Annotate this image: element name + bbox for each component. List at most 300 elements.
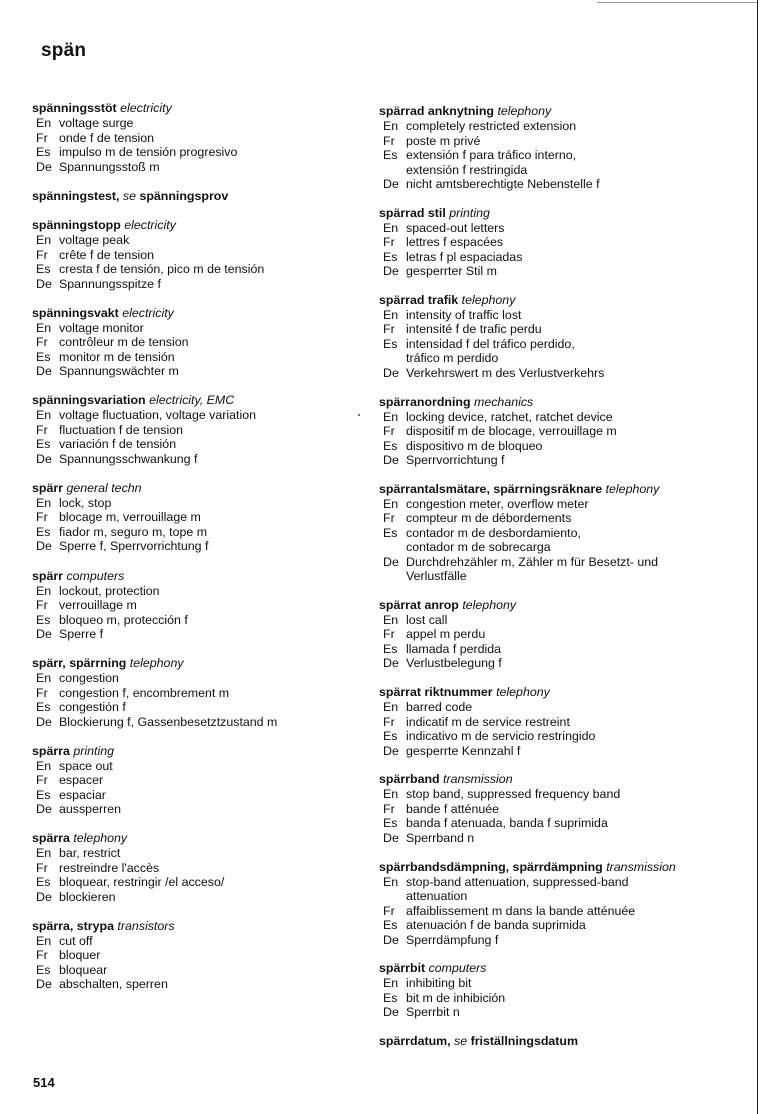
dictionary-entry xyxy=(379,961,749,1020)
translation-line xyxy=(379,424,749,439)
translation-text: intensité f de trafic perdu xyxy=(406,322,542,337)
subject-field: electricity xyxy=(124,218,176,233)
page-edge-top xyxy=(597,2,757,3)
translation-line xyxy=(379,250,749,265)
entry-header xyxy=(379,685,749,700)
right-column xyxy=(379,104,749,1049)
translation-text: intensidad f del tráfico perdido, xyxy=(406,336,575,351)
language-code: Es xyxy=(383,641,398,656)
language-code: Es xyxy=(383,148,398,162)
translation-line xyxy=(379,904,749,919)
translation-text: atenuación f de banda suprimida xyxy=(406,918,586,932)
translation-text: lost call xyxy=(406,612,448,627)
translation-line xyxy=(32,335,377,350)
language-code: Es xyxy=(36,437,51,452)
translation-line xyxy=(379,366,749,381)
translation-line xyxy=(32,584,377,599)
translation-text: Sperre f xyxy=(59,627,104,642)
translation-text: voltage surge xyxy=(59,116,134,130)
dictionary-entry xyxy=(379,685,749,758)
translation-line xyxy=(32,934,377,949)
translation-line xyxy=(32,116,377,131)
language-code: De xyxy=(383,177,399,191)
language-code: De xyxy=(383,743,399,758)
translation-text: abschalten, sperren xyxy=(59,977,168,992)
language-code: Es xyxy=(383,990,398,1005)
language-code: Fr xyxy=(36,335,48,350)
dictionary-entry xyxy=(379,1034,749,1049)
translation-text: monitor m de tensión xyxy=(59,349,175,364)
language-code: Fr xyxy=(383,133,395,148)
subject-field: printing xyxy=(73,743,114,758)
translation-line xyxy=(379,744,749,759)
language-code: De xyxy=(383,554,399,569)
translation-line xyxy=(32,262,377,277)
language-code: En xyxy=(36,846,52,861)
language-code: De xyxy=(383,932,399,947)
translation-text: affaiblissement m dans la bande atténuée xyxy=(406,903,636,918)
headword: spärr, spärrning xyxy=(32,656,127,671)
language-code: De xyxy=(383,453,399,468)
language-code: En xyxy=(36,320,52,335)
entry-header xyxy=(32,656,377,671)
page-number: 514 xyxy=(33,1075,55,1090)
translation-line xyxy=(32,248,377,263)
translation-text: extensión f para tráfico interno, xyxy=(406,148,577,162)
translation-text: Blockierung f, Gassenbesetztzustand m xyxy=(59,714,278,729)
translation-line xyxy=(379,802,749,817)
translation-line xyxy=(379,453,749,468)
translation-line xyxy=(379,322,749,337)
entry-header xyxy=(32,919,377,934)
language-code: En xyxy=(36,933,52,948)
translation-text: inhibiting bit xyxy=(406,976,472,991)
dictionary-entry xyxy=(32,656,377,729)
headword: spärrband xyxy=(379,772,440,787)
subject-field: general techn xyxy=(66,480,142,495)
translation-text: bar, restrict xyxy=(59,846,121,861)
translation-text: contador m de sobrecarga xyxy=(406,540,551,555)
entry-header xyxy=(379,961,749,976)
dictionary-entry xyxy=(32,189,377,204)
language-code: Es xyxy=(36,787,51,802)
entry-header xyxy=(32,306,377,321)
language-code: Fr xyxy=(383,235,395,250)
language-code: Es xyxy=(383,816,398,831)
subject-field: telephony xyxy=(605,481,660,496)
translation-text: Sperrband n xyxy=(406,830,475,845)
entry-header xyxy=(379,395,749,410)
translation-text: Sperrvorrichtung f xyxy=(406,453,505,468)
translation-line xyxy=(32,145,377,160)
headword: spärra xyxy=(32,743,70,758)
language-code: Fr xyxy=(36,948,48,963)
language-code: Fr xyxy=(36,510,48,525)
translation-text: indicativo m de servicio restringido xyxy=(406,729,596,744)
entry-header xyxy=(32,481,377,496)
language-code: Es xyxy=(36,700,51,715)
subject-field: telephony xyxy=(461,292,516,307)
translation-text: blockieren xyxy=(59,889,116,904)
translation-text: spaced-out letters xyxy=(406,220,505,235)
translation-line xyxy=(379,497,749,512)
translation-line xyxy=(379,235,749,250)
subject-field: electricity, EMC xyxy=(149,393,235,408)
subject-field: telephony xyxy=(73,831,128,846)
subject-field: telephony xyxy=(129,656,184,671)
headword: spärrantalsmätare, spärrningsräknare xyxy=(379,481,603,496)
translation-line xyxy=(32,890,377,905)
translation-line xyxy=(379,715,749,730)
translation-text: congestion xyxy=(59,671,119,686)
translation-text: restreindre l'accès xyxy=(59,860,160,875)
translation-text: locking device, ratchet, ratchet device xyxy=(406,409,613,424)
translation-text: espacer xyxy=(59,773,104,788)
dictionary-entry xyxy=(32,101,377,174)
entry-header xyxy=(379,482,749,497)
language-code: De xyxy=(36,627,52,642)
cross-reference-marker: se xyxy=(454,1033,468,1048)
translation-line xyxy=(379,613,749,628)
translation-text: verrouillage m xyxy=(59,598,137,613)
dictionary-entry xyxy=(379,772,749,845)
page-edge-right xyxy=(757,0,758,1114)
language-code: Fr xyxy=(383,627,395,642)
translation-line xyxy=(379,308,749,323)
language-code: De xyxy=(36,977,52,992)
language-code: Fr xyxy=(383,903,395,918)
translation-line xyxy=(32,408,377,423)
dictionary-entry xyxy=(32,744,377,817)
translation-line xyxy=(32,861,377,876)
entry-header xyxy=(32,569,377,584)
translation-line xyxy=(32,627,377,642)
translation-text: variación f de tensión xyxy=(59,437,177,452)
language-code: De xyxy=(36,889,52,904)
language-code: De xyxy=(36,802,52,817)
language-code: Fr xyxy=(383,322,395,337)
dictionary-entry xyxy=(379,104,749,192)
entry-header xyxy=(379,1034,749,1049)
language-code: Fr xyxy=(383,511,395,526)
headword: spärrbit xyxy=(379,961,426,976)
subject-field: computers xyxy=(66,568,125,583)
language-code: Fr xyxy=(383,424,395,439)
translation-line xyxy=(32,671,377,686)
translation-text: bloquear xyxy=(59,962,108,977)
language-code: En xyxy=(36,495,52,510)
language-code: En xyxy=(383,874,399,889)
translation-line xyxy=(32,846,377,861)
headword: spärrat anrop xyxy=(379,597,459,612)
translation-continuation xyxy=(379,351,749,366)
translation-text: crête f de tension xyxy=(59,247,155,262)
translation-text: bloquear, restringir /el acceso/ xyxy=(59,875,225,890)
headword: spärr xyxy=(32,480,63,495)
translation-text: banda f atenuada, banda f suprimida xyxy=(406,816,608,831)
dictionary-entry xyxy=(379,482,749,584)
translation-line xyxy=(379,337,749,352)
translation-text: lock, stop xyxy=(59,495,112,510)
translation-line xyxy=(32,539,377,554)
language-code: En xyxy=(383,119,399,133)
translation-text: congestion meter, overflow meter xyxy=(406,496,589,511)
language-code: En xyxy=(36,408,52,423)
translation-text: fluctuation f de tension xyxy=(59,422,183,437)
translation-line xyxy=(379,526,749,541)
headword: spänningstopp xyxy=(32,218,121,233)
dictionary-entry xyxy=(379,860,749,948)
entry-header xyxy=(379,104,749,119)
entry-header xyxy=(379,598,749,613)
translation-line xyxy=(379,787,749,802)
language-code: Fr xyxy=(383,714,395,729)
translation-text: Verlustbelegung f xyxy=(406,656,502,671)
translation-text: dispositif m de blocage, verrouillage m xyxy=(406,424,617,439)
entry-header xyxy=(379,293,749,308)
translation-line xyxy=(379,933,749,948)
translation-text: gesperrter Stil m xyxy=(406,264,497,279)
language-code: Fr xyxy=(383,801,395,816)
headword: spärrad stil xyxy=(379,205,446,220)
language-code: Es xyxy=(383,525,398,540)
translation-text: lockout, protection xyxy=(59,583,160,598)
translation-line xyxy=(379,875,749,890)
language-code: En xyxy=(36,116,52,130)
translation-text: espaciar xyxy=(59,787,106,802)
dictionary-entry xyxy=(32,306,377,379)
entry-header xyxy=(379,860,749,875)
translation-line xyxy=(32,613,377,628)
language-code: En xyxy=(383,409,399,424)
translation-text: gesperrte Kennzahl f xyxy=(406,743,521,758)
translation-text: bloqueo m, protección f xyxy=(59,612,188,627)
headword: spärra xyxy=(32,831,70,846)
translation-line xyxy=(379,119,749,134)
headword: spärrbandsdämpning, spärrdämpning xyxy=(379,859,603,874)
translation-text: stop-band attenuation, suppressed-band xyxy=(406,874,629,889)
subject-field: transmission xyxy=(443,772,513,787)
language-code: De xyxy=(383,656,399,671)
translation-text: compteur m de débordements xyxy=(406,511,572,526)
entry-header xyxy=(32,218,377,233)
translation-text: nicht amtsberechtigte Nebenstelle f xyxy=(406,177,600,191)
translation-line xyxy=(379,976,749,991)
headword: spärrad trafik xyxy=(379,292,459,307)
translation-text: contrôleur m de tension xyxy=(59,335,189,350)
translation-line xyxy=(379,134,749,149)
translation-line xyxy=(379,221,749,236)
headword: spänningstest, xyxy=(32,188,120,203)
language-code: Fr xyxy=(36,422,48,437)
language-code: De xyxy=(383,1005,399,1020)
translation-line xyxy=(32,963,377,978)
headword: spärra, strypa xyxy=(32,918,114,933)
translation-line xyxy=(379,627,749,642)
dictionary-entry xyxy=(379,206,749,279)
translation-line xyxy=(32,350,377,365)
language-code: Fr xyxy=(36,773,48,788)
translation-text: stop band, suppressed frequency band xyxy=(406,787,621,802)
translation-line xyxy=(32,525,377,540)
subject-field: electricity xyxy=(122,305,174,320)
language-code: Fr xyxy=(36,247,48,262)
language-code: En xyxy=(36,583,52,598)
dictionary-entry xyxy=(32,831,377,904)
translation-text: blocage m, verrouillage m xyxy=(59,510,201,525)
translation-line xyxy=(379,439,749,454)
dictionary-entry xyxy=(32,218,377,291)
entry-header xyxy=(32,393,377,408)
translation-text: Verkehrswert m des Verlustverkehrs xyxy=(406,365,605,380)
entry-header xyxy=(379,772,749,787)
subject-field: telephony xyxy=(462,597,517,612)
translation-line xyxy=(379,177,749,192)
translation-text: contador m de desbordamiento, xyxy=(406,525,581,540)
translation-line xyxy=(32,496,377,511)
translation-line xyxy=(32,977,377,992)
translation-text: Spannungswächter m xyxy=(59,364,179,379)
cross-reference-target: spänningsprov xyxy=(139,188,229,203)
translation-text: tráfico m perdido xyxy=(406,351,499,366)
translation-line xyxy=(32,802,377,817)
translation-line xyxy=(32,160,377,175)
language-code: Es xyxy=(36,524,51,539)
language-code: Es xyxy=(383,729,398,744)
dictionary-entry xyxy=(379,395,749,468)
translation-line xyxy=(32,686,377,701)
translation-text: voltage fluctuation, voltage variation xyxy=(59,408,256,423)
language-code: De xyxy=(383,264,399,279)
entry-header xyxy=(32,744,377,759)
language-code: De xyxy=(383,365,399,380)
dictionary-entry xyxy=(379,598,749,671)
translation-line xyxy=(32,875,377,890)
translation-line xyxy=(32,423,377,438)
language-code: En xyxy=(383,307,399,322)
language-code: Es xyxy=(383,336,398,351)
language-code: De xyxy=(36,364,52,379)
language-code: En xyxy=(383,496,399,511)
subject-field: telephony xyxy=(497,104,552,118)
headword: spärranordning xyxy=(379,394,471,409)
cross-reference-target: friställningsdatum xyxy=(470,1033,579,1048)
translation-line xyxy=(32,452,377,467)
dictionary-entry xyxy=(32,393,377,466)
translation-text: completely restricted extension xyxy=(406,119,577,133)
translation-line xyxy=(32,700,377,715)
translation-line xyxy=(32,948,377,963)
subject-field: transistors xyxy=(117,918,175,933)
translation-text: lettres f espacées xyxy=(406,235,504,250)
dictionary-entry xyxy=(32,569,377,642)
translation-text: space out xyxy=(59,758,113,773)
language-code: Es xyxy=(36,145,51,159)
language-code: De xyxy=(36,276,52,291)
language-code: En xyxy=(383,612,399,627)
headword: spänningsvakt xyxy=(32,305,119,320)
translation-line xyxy=(379,264,749,279)
translation-text: poste m privé xyxy=(406,133,481,148)
subject-field: printing xyxy=(449,205,490,220)
translation-line xyxy=(379,918,749,933)
translation-line xyxy=(32,773,377,788)
headword: spärrat riktnummer xyxy=(379,685,493,700)
translation-line xyxy=(32,715,377,730)
translation-text: intensity of traffic lost xyxy=(406,307,522,322)
translation-line xyxy=(379,511,749,526)
translation-text: cut off xyxy=(59,933,93,948)
language-code: Es xyxy=(36,875,51,890)
language-code: En xyxy=(36,233,52,248)
translation-text: aussperren xyxy=(59,802,121,817)
translation-text: bloquer xyxy=(59,948,101,963)
subject-field: transmission xyxy=(606,859,676,874)
language-code: De xyxy=(36,451,52,466)
entry-header xyxy=(379,206,749,221)
translation-text: barred code xyxy=(406,700,473,715)
language-code: Es xyxy=(383,438,398,453)
entry-header xyxy=(32,101,377,116)
translation-text: attenuation xyxy=(406,889,468,903)
subject-field: telephony xyxy=(496,685,550,700)
language-code: En xyxy=(36,671,52,686)
translation-text: fiador m, seguro m, tope m xyxy=(59,524,208,539)
language-code: De xyxy=(36,539,52,554)
language-code: En xyxy=(383,700,399,715)
translation-line xyxy=(32,598,377,613)
language-code: Es xyxy=(36,262,51,277)
language-code: En xyxy=(36,758,52,773)
subject-field: electricity xyxy=(120,101,172,115)
language-code: Fr xyxy=(36,598,48,613)
subject-field: mechanics xyxy=(474,394,534,409)
translation-line xyxy=(379,700,749,715)
translation-line xyxy=(32,277,377,292)
translation-text: onde f de tension xyxy=(59,130,155,145)
translation-line xyxy=(32,759,377,774)
language-code: Es xyxy=(36,612,51,627)
translation-text: appel m perdu xyxy=(406,627,486,642)
translation-text: voltage peak xyxy=(59,233,130,248)
translation-text: dispositivo m de bloqueo xyxy=(406,438,543,453)
translation-text: Sperrdämpfung f xyxy=(406,932,499,947)
translation-text: congestión f xyxy=(59,700,126,715)
translation-text: indicatif m de service restreint xyxy=(406,714,570,729)
translation-line xyxy=(32,321,377,336)
translation-text: Verlustfälle xyxy=(406,569,467,584)
translation-line xyxy=(379,729,749,744)
translation-text: Sperre f, Sperrvorrichtung f xyxy=(59,539,209,554)
language-code: En xyxy=(383,787,399,802)
subject-field: computers xyxy=(428,961,487,976)
dictionary-entry xyxy=(32,481,377,554)
translation-line xyxy=(379,555,749,570)
translation-line xyxy=(379,656,749,671)
headword: spänningsstöt xyxy=(32,101,117,115)
translation-continuation xyxy=(379,889,749,904)
translation-text: Spannungsspitze f xyxy=(59,276,161,291)
entry-header xyxy=(32,831,377,846)
translation-text: llamada f perdida xyxy=(406,641,502,656)
translation-text: bit m de inhibición xyxy=(406,990,506,1005)
translation-line xyxy=(379,991,749,1006)
translation-text: impulso m de tensión progresivo xyxy=(59,145,238,159)
running-head: spän xyxy=(41,40,87,61)
translation-line xyxy=(32,364,377,379)
language-code: En xyxy=(383,976,399,991)
translation-continuation xyxy=(379,540,749,555)
